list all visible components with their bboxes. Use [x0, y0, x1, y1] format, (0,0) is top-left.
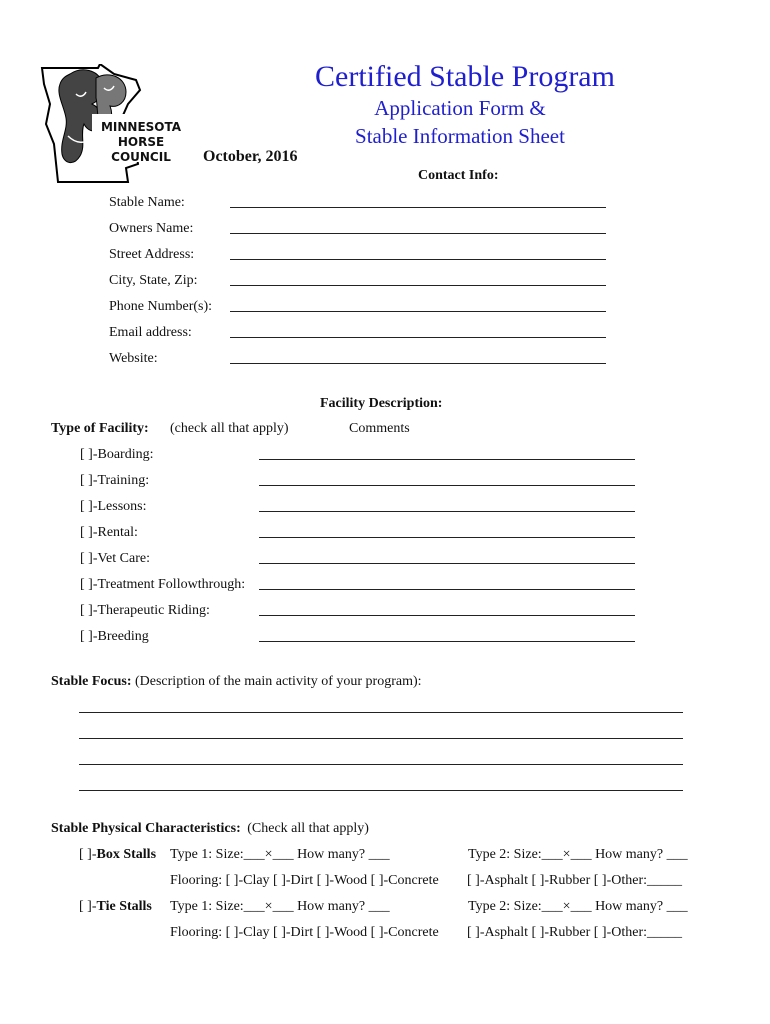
- email-address-label: Email address:: [109, 325, 192, 340]
- city-state-zip-field[interactable]: [230, 285, 606, 286]
- logo-text-line-2: HORSE: [117, 135, 165, 149]
- tie-stalls-prefix: [ ]-: [79, 899, 97, 914]
- logo-text-line-1: MINNESOTA: [100, 120, 182, 134]
- rental-comment-field[interactable]: [259, 537, 635, 538]
- stable-focus-note: (Description of the main activity of your program):: [135, 674, 422, 689]
- stable-focus-line-3[interactable]: [79, 764, 683, 765]
- tie-stalls-flooring-a[interactable]: Flooring: [ ]-Clay [ ]-Dirt [ ]-Wood [ ]-Concrete: [170, 925, 439, 940]
- type-of-facility-note: (check all that apply): [170, 421, 289, 436]
- page-title: Certified Stable Program: [315, 60, 615, 93]
- form-date: October, 2016: [203, 148, 298, 165]
- page-subtitle-2: Stable Information Sheet: [355, 124, 565, 148]
- tie-stalls-checkbox[interactable]: [79, 899, 152, 915]
- vet-care-checkbox[interactable]: [ ]-Vet Care:: [80, 551, 150, 566]
- minnesota-horse-council-logo: [40, 64, 190, 184]
- lessons-checkbox[interactable]: [ ]-Lessons:: [80, 499, 147, 514]
- physical-characteristics-label: Stable Physical Characteristics:: [51, 821, 241, 836]
- treatment-followthrough-checkbox[interactable]: [ ]-Treatment Followthrough:: [80, 577, 246, 592]
- box-stalls-checkbox[interactable]: [79, 847, 156, 863]
- type-of-facility-label: Type of Facility:: [51, 421, 149, 436]
- page-subtitle-1: Application Form &: [374, 96, 546, 120]
- website-field[interactable]: [230, 363, 606, 364]
- street-address-field[interactable]: [230, 259, 606, 260]
- boarding-comment-field[interactable]: [259, 459, 635, 460]
- lessons-comment-field[interactable]: [259, 511, 635, 512]
- vet-care-comment-field[interactable]: [259, 563, 635, 564]
- box-stalls-flooring-a[interactable]: Flooring: [ ]-Clay [ ]-Dirt [ ]-Wood [ ]-Concrete: [170, 873, 439, 888]
- therapeutic-riding-checkbox[interactable]: [ ]-Therapeutic Riding:: [80, 603, 210, 618]
- stable-name-label: Stable Name:: [109, 195, 185, 210]
- breeding-checkbox[interactable]: [ ]-Breeding: [80, 629, 149, 644]
- owners-name-field[interactable]: [230, 233, 606, 234]
- facility-description-heading: Facility Description:: [320, 396, 443, 411]
- box-stalls-prefix: [ ]-: [79, 847, 97, 862]
- tie-stalls-type-1[interactable]: Type 1: Size:___×___ How many? ___: [170, 899, 390, 914]
- stable-focus-line-1[interactable]: [79, 712, 683, 713]
- box-stalls-type-2[interactable]: Type 2: Size:___×___ How many? ___: [468, 847, 688, 862]
- box-stalls-flooring-b[interactable]: [ ]-Asphalt [ ]-Rubber [ ]-Other:_____: [467, 873, 682, 888]
- owners-name-label: Owners Name:: [109, 221, 194, 236]
- tie-stalls-label: Tie Stalls: [96, 899, 152, 914]
- city-state-zip-label: City, State, Zip:: [109, 273, 198, 288]
- box-stalls-type-1[interactable]: Type 1: Size:___×___ How many? ___: [170, 847, 390, 862]
- box-stalls-label: Box Stalls: [96, 847, 157, 862]
- physical-characteristics-row: [51, 821, 369, 837]
- tie-stalls-flooring-b[interactable]: [ ]-Asphalt [ ]-Rubber [ ]-Other:_____: [467, 925, 682, 940]
- treatment-followthrough-comment-field[interactable]: [259, 589, 635, 590]
- phone-number-label: Phone Number(s):: [109, 299, 213, 314]
- training-checkbox[interactable]: [ ]-Training:: [80, 473, 150, 488]
- street-address-label: Street Address:: [109, 247, 195, 262]
- email-address-field[interactable]: [230, 337, 606, 338]
- logo-text-line-3: COUNCIL: [111, 150, 171, 164]
- stable-focus-line-4[interactable]: [79, 790, 683, 791]
- therapeutic-riding-comment-field[interactable]: [259, 615, 635, 616]
- website-label: Website:: [109, 351, 158, 366]
- breeding-comment-field[interactable]: [259, 641, 635, 642]
- stable-name-field[interactable]: [230, 207, 606, 208]
- phone-number-field[interactable]: [230, 311, 606, 312]
- physical-characteristics-note: (Check all that apply): [247, 821, 369, 836]
- contact-info-heading: Contact Info:: [418, 168, 499, 183]
- rental-checkbox[interactable]: [ ]-Rental:: [80, 525, 138, 540]
- stable-focus-line-2[interactable]: [79, 738, 683, 739]
- stable-focus-label: Stable Focus:: [51, 674, 132, 689]
- training-comment-field[interactable]: [259, 485, 635, 486]
- stable-focus-row: [51, 674, 422, 690]
- comments-label: Comments: [349, 421, 410, 436]
- tie-stalls-type-2[interactable]: Type 2: Size:___×___ How many? ___: [468, 899, 688, 914]
- boarding-checkbox[interactable]: [ ]-Boarding:: [80, 447, 154, 462]
